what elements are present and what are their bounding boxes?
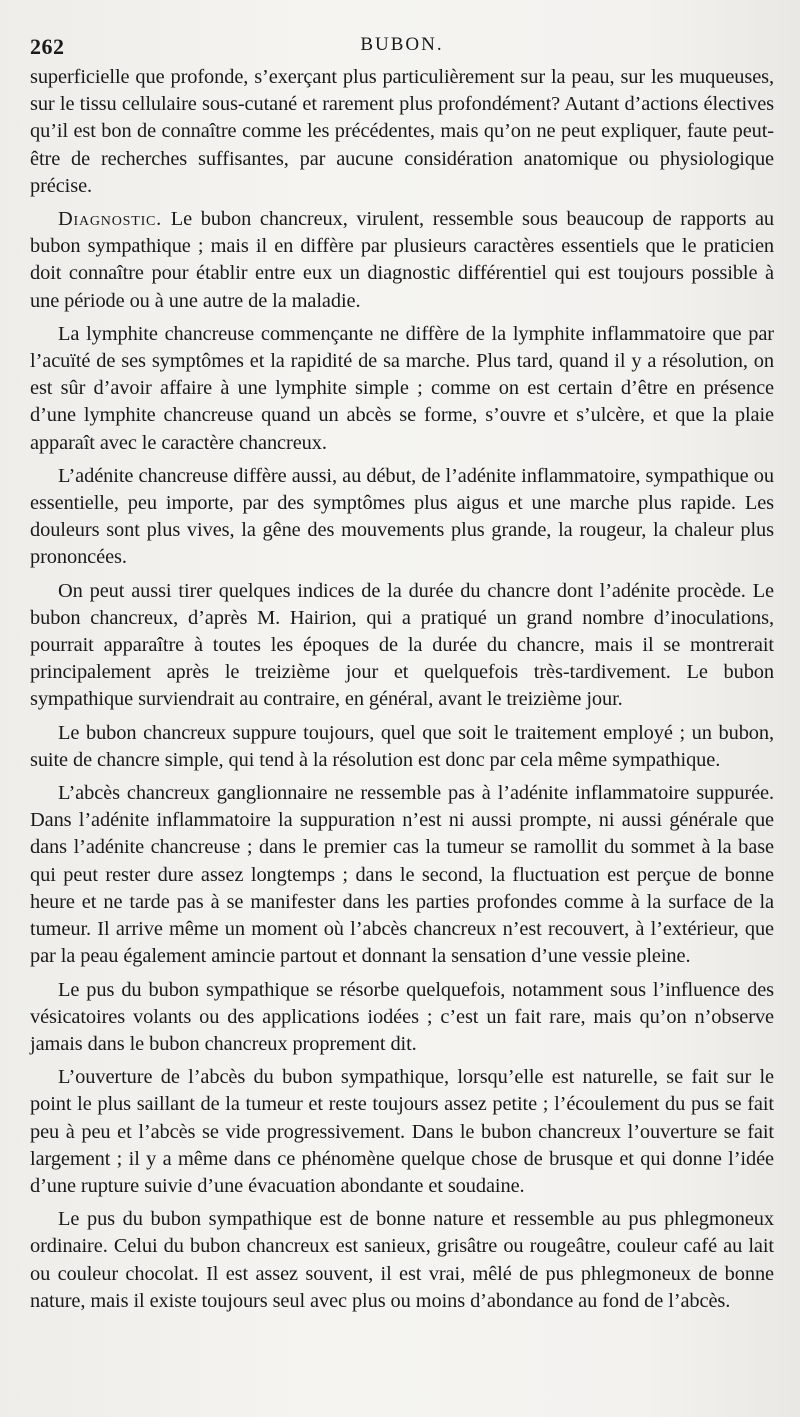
- paragraph-continued: superficielle que profonde, s’exerçant plus particulièrement sur la peau, sur les muqueuses, sur le tissu cellulaire sous-cutané et rarement plus profondément? Autant d’actions électives qu’il est bon de connaître comme les précédentes, mais qu’on ne peut expliquer, faute peut-être de recherches suffisantes, par aucune considération anatomique ou physiologique précise.: [30, 66, 774, 197]
- paragraph: L’abcès chancreux ganglionnaire ne ressemble pas à l’adénite inflammatoire suppurée. Dans l’adénite inflammatoire la suppuration n’est ni aussi prompte, ni aussi générale que dans l’adénite chancreuse ; dans le premier cas la tumeur se ramollit du sommet à la base qui peut rester dure assez longtemps ; dans le second, la fluctuation est perçue de bonne heure et ne tarde pas à se manifester dans les parties profondes comme à la surface de la tumeur. Il arrive même un moment où l’abcès chancreux n’est recouvert, à l’extérieur, que par la peau également amincie partout et donnant la sensation d’une vessie pleine.: [30, 782, 774, 968]
- paragraph: L’adénite chancreuse diffère aussi, au début, de l’adénite inflammatoire, sympathique ou essentielle, peu importe, par des symptômes plus aigus et une marche plus rapide. Les douleurs sont plus vives, la gêne des mouvements plus grande, la rougeur, la chaleur plus prononcées.: [30, 464, 774, 569]
- paragraph: L’ouverture de l’abcès du bubon sympathique, lorsqu’elle est naturelle, se fait sur le point le plus saillant de la tumeur et reste toujours assez petite ; l’écoulement du pus se fait peu à peu et l’abcès se vide progressivement. Dans le bubon chancreux l’ouverture se fait largement ; il y a même dans ce phénomène quelque chose de brusque et qui donne l’idée d’une rupture suivie d’une évacuation abondante et soudaine.: [30, 1066, 774, 1197]
- paragraph: On peut aussi tirer quelques indices de la durée du chancre dont l’adénite procède. Le bubon chancreux, d’après M. Hairion, qui a pratiqué un grand nombre d’inoculations, pourrait apparaître à toutes les époques de la durée du chancre, mais il se montrerait principalement après le treizième jour et quelquefois très-tardivement. Le bubon sympathique surviendrait au contraire, en général, avant le treizième jour.: [30, 579, 774, 711]
- running-head: [30, 30, 774, 64]
- paragraph: Le pus du bubon sympathique se résorbe quelquefois, notamment sous l’influence des vésicatoires volants ou des applications iodées ; c’est un fait rare, mais qu’on n’observe jamais dans le bubon chancreux proprement dit.: [30, 978, 774, 1055]
- paragraph-diagnostic-text: Le bubon chancreux, virulent, ressemble sous beaucoup de rapports au bubon sympathique ; mais il en diffère par plusieurs caractères essentiels que le praticien doit connaître pour établir entre eux un diagnostic différentiel qui est toujours possible à une période ou à une autre de la maladie.: [30, 208, 774, 312]
- body-text: [30, 64, 774, 1315]
- paragraph: Le bubon chancreux suppure toujours, quel que soit le traitement employé ; un bubon, suite de chancre simple, qui tend à la résolution est donc par cela même sympathique.: [30, 721, 774, 771]
- running-title: BUBON.: [360, 34, 444, 55]
- page-number: 262: [30, 34, 65, 59]
- paragraph: La lymphite chancreuse commençante ne diffère de la lymphite inflammatoire que par l’acuïté de ses symptômes et la rapidité de sa marche. Plus tard, quand il y a résolution, on est sûr d’avoir affaire à une lymphite simple ; comme on est certain d’être en présence d’une lymphite chancreuse quand un abcès se forme, s’ouvre et s’ulcère, et que la plaie apparaît avec le caractère chancreux.: [30, 322, 774, 454]
- paragraph: Le pus du bubon sympathique est de bonne nature et ressemble au pus phlegmoneux ordinaire. Celui du bubon chancreux est sanieux, grisâtre ou rougeâtre, couleur café au lait ou couleur chocolat. Il est assez souvent, il est vrai, mêlé de pus phlegmoneux de bonne nature, mais il existe toujours seul avec plus ou moins d’abondance au fond de l’abcès.: [30, 1208, 774, 1312]
- paragraph-diagnostic: [30, 206, 774, 315]
- section-lead-diagnostic: Diagnostic.: [58, 208, 163, 231]
